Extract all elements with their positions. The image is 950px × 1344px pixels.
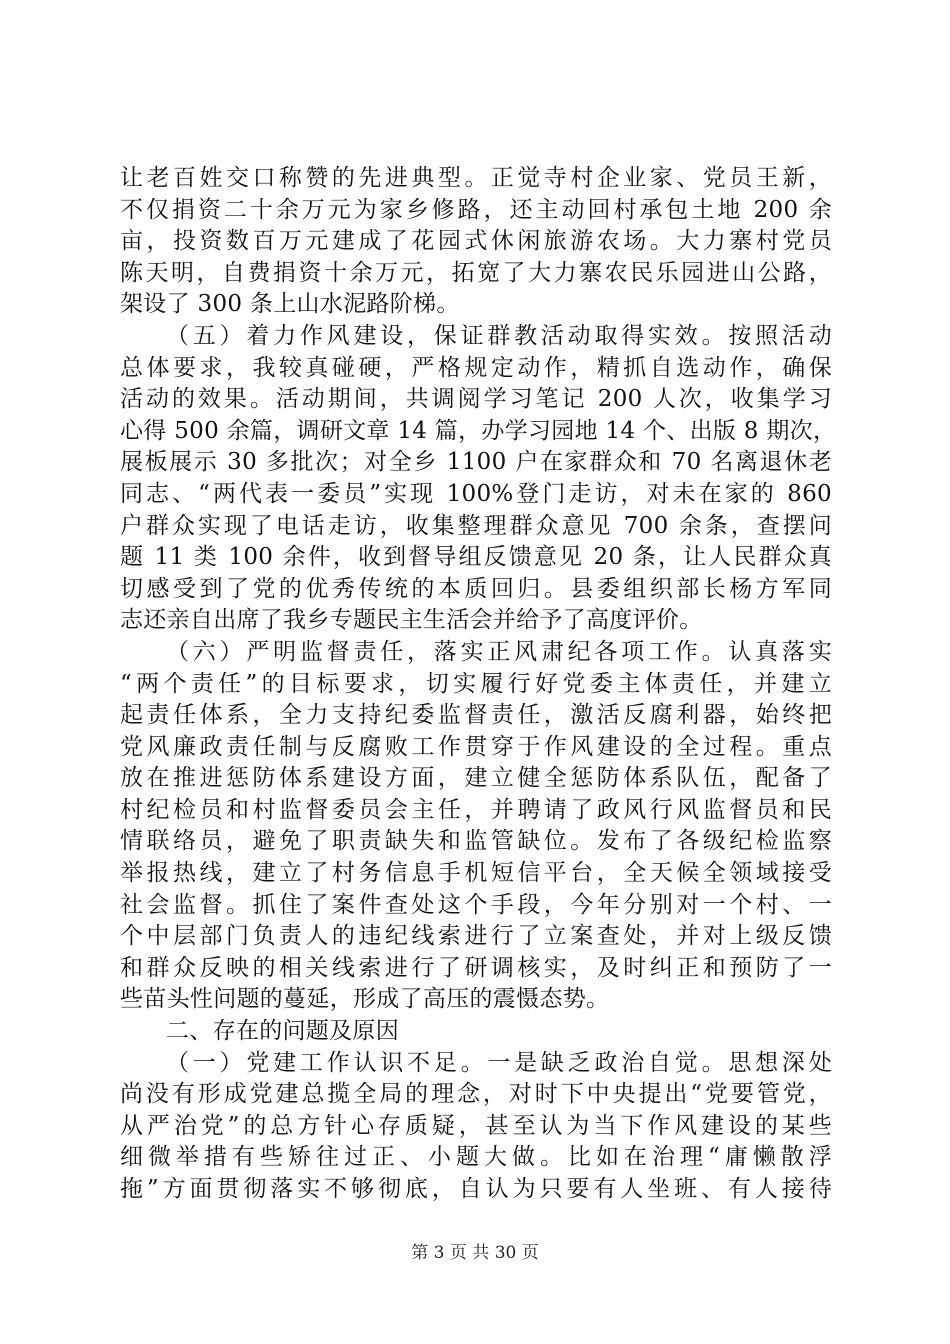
text-line: 题 11 类 100 余件，收到督导组反馈意见 20 条，让人民群众真	[120, 544, 832, 571]
text-line: 放在推进惩防体系建设方面，建立健全惩防体系队伍，配备了	[120, 765, 832, 792]
text-line: 心得 500 余篇，调研文章 14 篇，办学习园地 14 个、出版 8 期次，	[120, 417, 837, 444]
text-line: 让老百姓交口称赞的先进典型。正觉寺村企业家、党员王新，	[120, 165, 832, 191]
text-line: 社会监督。抓住了案件查处这个手段，今年分别对一个村、一	[120, 891, 832, 918]
text-line: 总体要求，我较真碰硬，严格规定动作，精抓自选动作，确保	[120, 354, 832, 381]
text-line: 同志、“两代表一委员”实现 100%登门走访，对未在家的 860	[120, 480, 832, 507]
text-line: 二、存在的问题及原因	[166, 1018, 399, 1045]
text-line: 村纪检员和村监督委员会主任，并聘请了政风行风监督员和民	[120, 796, 832, 823]
text-line: 和群众反映的相关线索进行了研调核实，及时纠正和预防了一	[120, 954, 832, 981]
text-line: 些苗头性问题的蔓延，形成了高压的震慑态势。	[120, 986, 610, 1013]
text-line: （一）党建工作认识不足。一是缺乏政治自觉。思想深处	[166, 1049, 832, 1076]
text-line: 活动的效果。活动期间，共调阅学习笔记 200 人次，收集学习	[120, 386, 832, 413]
text-line: 细微举措有些矫往过正、小题大做。比如在治理“庸懒散浮	[120, 1144, 832, 1171]
text-line: 举报热线，建立了村务信息手机短信平台，全天候全领域接受	[120, 860, 832, 887]
text-line: 个中层部门负责人的违纪线索进行了立案查处，并对上级反馈	[120, 923, 832, 950]
text-line: （五）着力作风建设，保证群教活动取得实效。按照活动	[166, 322, 832, 349]
text-line: 起责任体系，全力支持纪委监督责任，激活反腐利器，始终把	[120, 702, 832, 729]
text-line: 党风廉政责任制与反腐败工作贯穿于作风建设的全过程。重点	[120, 733, 832, 760]
text-line: 尚没有形成党建总揽全局的理念，对时下中央提出“党要管党，	[120, 1081, 832, 1108]
text-line: 不仅捐资二十余万元为家乡修路，还主动回村承包土地 200 余	[120, 196, 832, 223]
text-line: 切感受到了党的优秀传统的本质回归。县委组织部长杨方军同	[120, 575, 832, 602]
text-line: 陈天明，自费捐资十余万元，拓宽了大力寨农民乐园进山公路，	[120, 259, 832, 286]
page-number: 第 3 页 共 30 页	[411, 1243, 539, 1263]
text-line: 架设了 300 条上山水泥路阶梯。	[120, 291, 460, 318]
text-line: “两个责任”的目标要求，切实履行好党委主体责任，并建立	[120, 670, 832, 697]
text-line: 展板展示 30 多批次；对全乡 1100 户在家群众和 70 名离退休老	[120, 449, 832, 476]
text-line: 情联络员，避免了职责缺失和监管缺位。发布了各级纪检监察	[120, 828, 832, 855]
text-line: 亩，投资数百万元建成了花园式休闲旅游农场。大力寨村党员	[120, 228, 832, 255]
document-body	[120, 163, 837, 1206]
text-line: 志还亲自出席了我乡专题民主生活会并给予了高度评价。	[120, 607, 703, 634]
text-line: （六）严明监督责任，落实正风肃纪各项工作。认真落实	[166, 638, 832, 665]
text-line: 拖”方面贯彻落实不够彻底，自认为只要有人坐班、有人接待	[120, 1176, 832, 1202]
text-line: 从严治党”的总方针心存质疑，甚至认为当下作风建设的某些	[120, 1112, 832, 1139]
text-line: 户群众实现了电话走访，收集整理群众意见 700 余条，查摆问	[120, 512, 832, 539]
